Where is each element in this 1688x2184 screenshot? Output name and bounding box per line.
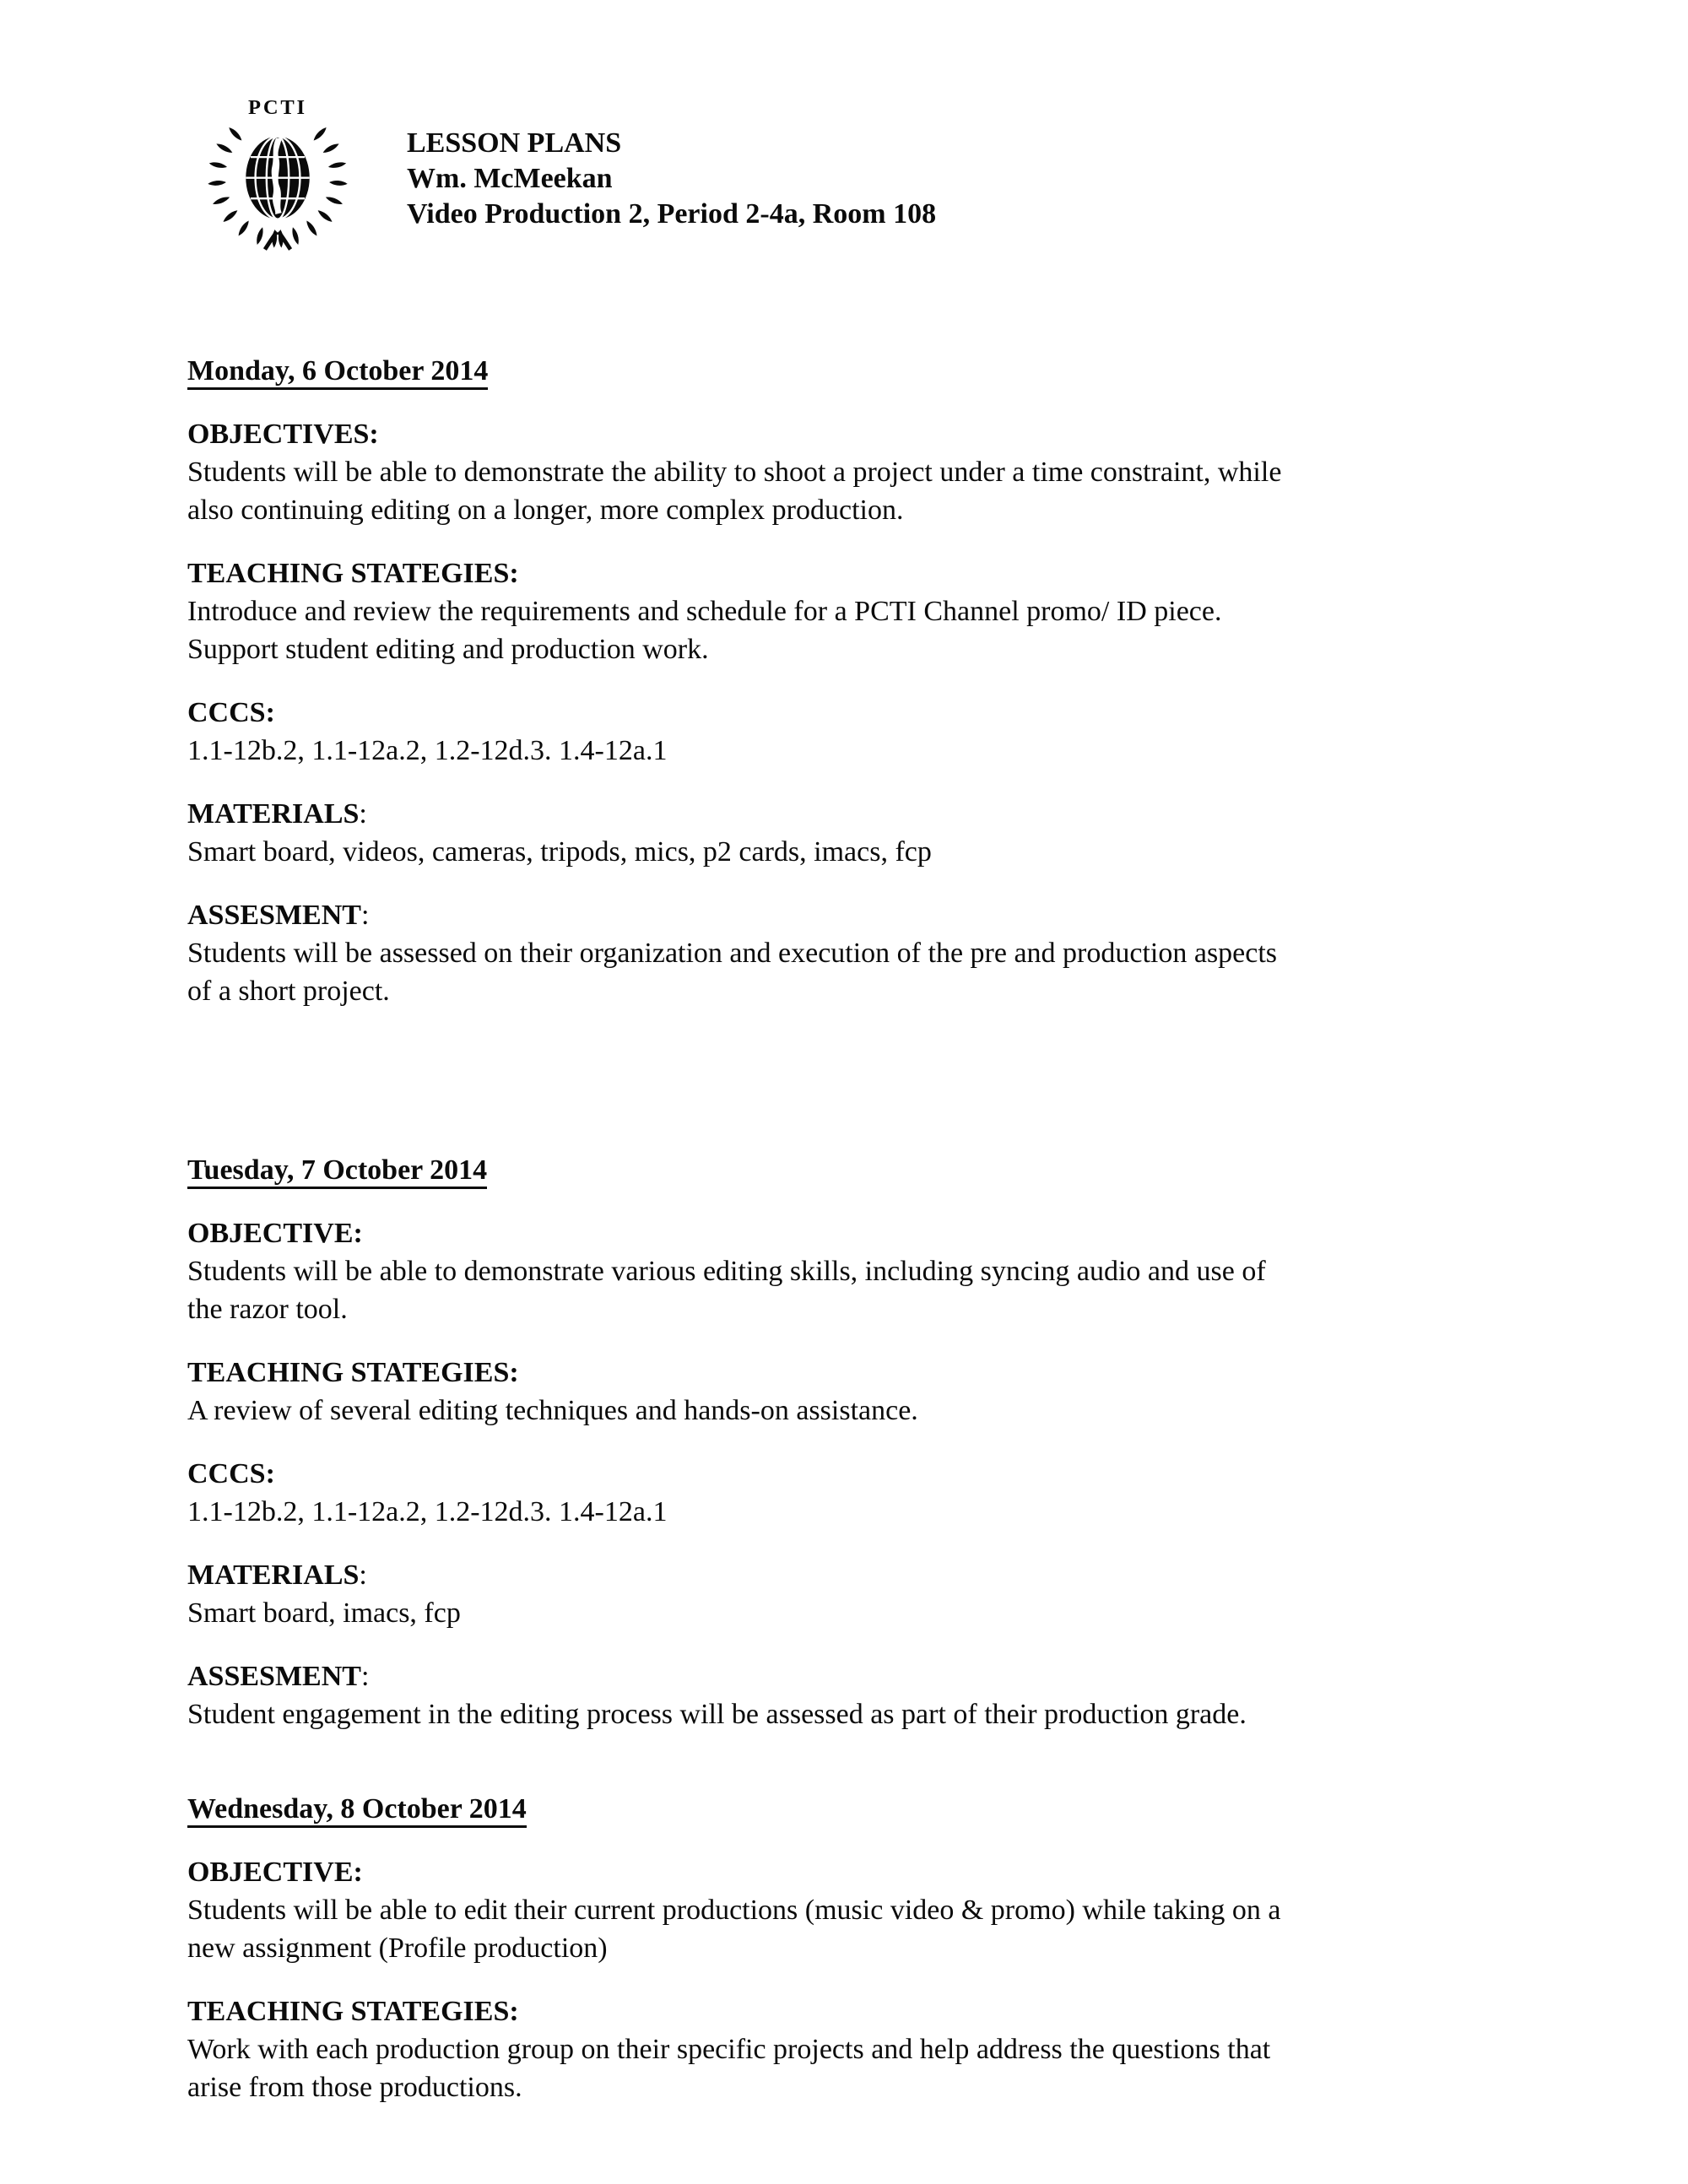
day-heading-text: Wednesday, 8 October 2014 <box>187 1793 527 1828</box>
day-section-tuesday <box>187 1151 1595 1733</box>
section-label-text: OBJECTIVE: <box>187 1218 363 1249</box>
day-section-wednesday <box>187 1790 1595 2106</box>
body-line: arise from those productions. <box>187 2072 522 2103</box>
body-line: Work with each production group on their specific projects and help address the questions that <box>187 2034 1271 2065</box>
section-label-text: ASSESMENT <box>187 1661 361 1692</box>
body-line: A review of several editing techniques and hands-on assistance. <box>187 1395 918 1426</box>
section-label-colon: : <box>359 798 367 830</box>
body-line: Smart board, imacs, fcp <box>187 1597 461 1629</box>
header-text-block <box>407 126 936 232</box>
section-teaching-stategies-wednesday <box>187 1992 1595 2106</box>
section-label <box>187 1992 1595 2030</box>
section-label-colon: : <box>359 1560 367 1591</box>
section-objective-wednesday <box>187 1853 1595 1967</box>
document-header <box>187 89 1595 245</box>
day-heading-text: Monday, 6 October 2014 <box>187 355 488 390</box>
day-heading-monday <box>187 352 1595 390</box>
section-cccs-tuesday <box>187 1455 1595 1531</box>
body-line: 1.1-12b.2, 1.1-12a.2, 1.2-12d.3. 1.4-12a.1 <box>187 735 668 766</box>
day-section-monday <box>187 352 1595 1010</box>
section-label-text: ASSESMENT <box>187 900 361 931</box>
section-label-text: TEACHING STATEGIES: <box>187 558 519 589</box>
day-heading-tuesday <box>187 1151 1595 1189</box>
body-line: Students will be able to demonstrate various editing skills, including syncing audio and use of <box>187 1256 1266 1287</box>
section-label <box>187 1214 1595 1252</box>
section-label <box>187 1853 1595 1891</box>
doc-course: Video Production 2, Period 2-4a, Room 108 <box>407 198 937 230</box>
section-label-text: MATERIALS <box>187 798 360 830</box>
section-label-text: TEACHING STATEGIES: <box>187 1357 519 1388</box>
section-label-text: TEACHING STATEGIES: <box>187 1996 519 2027</box>
section-label <box>187 554 1595 592</box>
doc-title: LESSON PLANS <box>407 127 622 159</box>
section-label-text: OBJECTIVE: <box>187 1857 363 1888</box>
section-label <box>187 1657 1595 1695</box>
section-label-colon: : <box>360 1661 370 1692</box>
body-line: Smart board, videos, cameras, tripods, mics, p2 cards, imacs, fcp <box>187 836 932 868</box>
doc-author: Wm. McMeekan <box>407 163 613 194</box>
body-line: also continuing editing on a longer, more complex production. <box>187 495 904 526</box>
body-line: Students will be assessed on their organization and execution of the pre and production aspects <box>187 938 1278 969</box>
section-label <box>187 795 1595 833</box>
section-label <box>187 415 1595 453</box>
section-teaching-stategies-monday <box>187 554 1595 668</box>
pcti-logo-text: PCTI <box>248 96 307 120</box>
section-teaching-stategies-tuesday <box>187 1354 1595 1430</box>
globe-icon <box>246 137 309 219</box>
section-materials-monday <box>187 795 1595 871</box>
pcti-logo <box>197 89 358 257</box>
day-heading-text: Tuesday, 7 October 2014 <box>187 1154 487 1189</box>
section-label-text: OBJECTIVES: <box>187 419 379 450</box>
body-line: Introduce and review the requirements and schedule for a PCTI Channel promo/ ID piece. <box>187 596 1222 627</box>
section-assesment-monday <box>187 896 1595 1010</box>
section-cccs-monday <box>187 694 1595 770</box>
section-assesment-tuesday <box>187 1657 1595 1733</box>
section-label <box>187 1556 1595 1594</box>
section-label <box>187 694 1595 732</box>
section-label-colon: : <box>360 900 370 931</box>
body-line: of a short project. <box>187 976 390 1007</box>
section-label <box>187 896 1595 934</box>
day-heading-wednesday <box>187 1790 1595 1828</box>
body-line: Students will be able to edit their current productions (music video & promo) while taking on a <box>187 1895 1281 1926</box>
section-label-text: CCCS: <box>187 1458 275 1489</box>
body-line: Students will be able to demonstrate the ability to shoot a project under a time constraint, while <box>187 457 1282 488</box>
body-line: Support student editing and production work. <box>187 634 709 665</box>
section-label-text: CCCS: <box>187 697 275 728</box>
section-label-text: MATERIALS <box>187 1560 360 1591</box>
body-line: 1.1-12b.2, 1.1-12a.2, 1.2-12d.3. 1.4-12a.1 <box>187 1496 668 1527</box>
section-objective-tuesday <box>187 1214 1595 1328</box>
section-objectives-monday <box>187 415 1595 529</box>
section-label <box>187 1354 1595 1392</box>
pcti-emblem-icon <box>197 89 358 257</box>
body-line: new assignment (Profile production) <box>187 1933 608 1964</box>
section-label <box>187 1455 1595 1493</box>
body-line: Student engagement in the editing process will be assessed as part of their production grade. <box>187 1699 1247 1730</box>
section-materials-tuesday <box>187 1556 1595 1632</box>
body-line: the razor tool. <box>187 1294 348 1325</box>
